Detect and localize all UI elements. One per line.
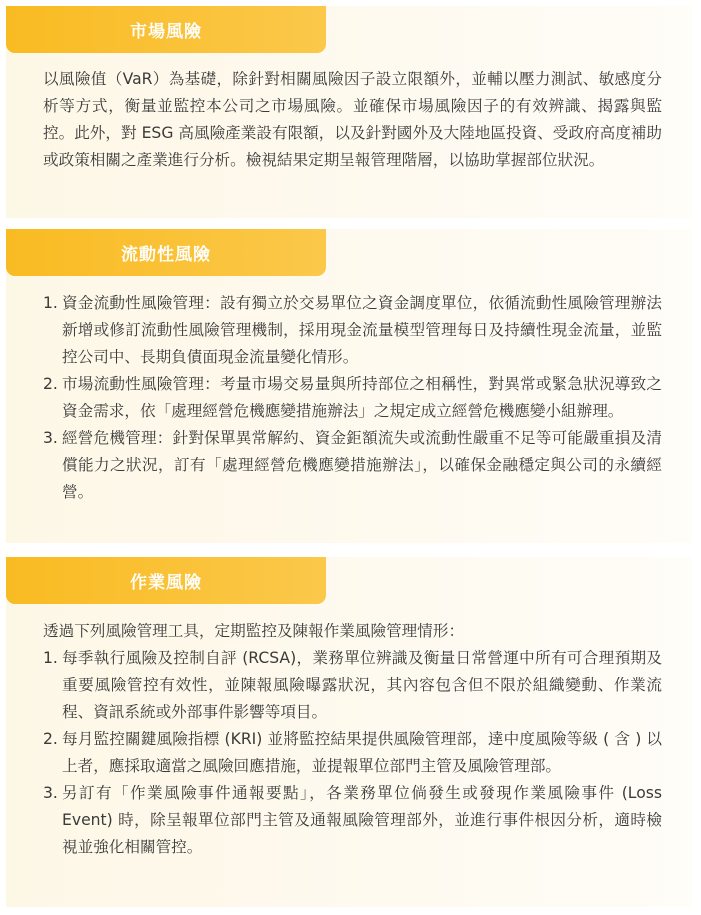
liquidity-risk-list — [43, 290, 662, 506]
list-item-number: 3. — [43, 784, 58, 802]
list-item — [43, 780, 662, 861]
list-item-number: 1. — [43, 649, 58, 667]
liquidity-risk-title: 流動性風險 — [6, 229, 326, 276]
liquidity-risk-section — [6, 229, 692, 543]
operational-risk-title: 作業風險 — [6, 557, 326, 604]
list-item-text: 每季執行風險及控制自評 (RCSA)，業務單位辨識及衡量日常營運中所有可合理預期及重要風險管控有效性，並陳報風險曝露狀況，其內容包含但不限於組織變動、作業流程、資訊系統或外部事件影響等項目。 — [62, 649, 662, 721]
list-item-text: 經營危機管理：針對保單異常解約、資金鉅額流失或流動性嚴重不足等可能嚴重損及清償能力之狀況，訂有「處理經營危機應變措施辦法」，以確保金融穩定與公司的永續經營。 — [62, 429, 662, 501]
operational-risk-section — [6, 557, 692, 907]
operational-risk-body — [43, 618, 662, 861]
list-item — [43, 425, 662, 506]
list-item — [43, 290, 662, 371]
list-item-number: 2. — [43, 730, 58, 748]
market-risk-title: 市場風險 — [6, 6, 326, 53]
list-item — [43, 371, 662, 425]
list-item-text: 每月監控關鍵風險指標 (KRI) 並將監控結果提供風險管理部，達中度風險等級 ( 含 ) 以上者，應採取適當之風險回應措施，並提報單位部門主管及風險管理部。 — [62, 730, 662, 775]
market-risk-body — [43, 66, 662, 174]
liquidity-risk-body — [43, 290, 662, 506]
operational-risk-intro: 透過下列風險管理工具，定期監控及陳報作業風險管理情形： — [43, 622, 465, 640]
list-item-text: 市場流動性風險管理：考量市場交易量與所持部位之相稱性，對異常或緊急狀況導致之資金需求，依「處理經營危機應變措施辦法」之規定成立經營危機應變小組辦理。 — [62, 375, 662, 420]
market-risk-paragraph: 以風險值（VaR）為基礎，除針對相關風險因子設立限額外，並輔以壓力測試、敏感度分析等方式，衡量並監控本公司之市場風險。並確保市場風險因子的有效辨識、揭露與監控。此外，對 ESG 高風險產業設有限額，以及針對國外及大陸地區投資、受政府高度補助或政策相關之產業進行分析。檢視結果定期呈報管理階層，以協助掌握部位狀況。 — [43, 70, 662, 169]
list-item-number: 3. — [43, 429, 58, 447]
market-risk-section — [6, 6, 692, 218]
list-item-number: 2. — [43, 375, 58, 393]
list-item-text: 資金流動性風險管理：設有獨立於交易單位之資金調度單位，依循流動性風險管理辦法新增或修訂流動性風險管理機制，採用現金流量模型管理每日及持續性現金流量，並監控公司中、長期負債面現金流量變化情形。 — [62, 294, 662, 366]
list-item — [43, 645, 662, 726]
operational-risk-list — [43, 645, 662, 861]
list-item-number: 1. — [43, 294, 58, 312]
list-item-text: 另訂有「作業風險事件通報要點」，各業務單位倘發生或發現作業風險事件 (Loss Event) 時，除呈報單位部門主管及通報風險管理部外，並進行事件根因分析，適時檢視並強化相關管控。 — [62, 784, 662, 856]
list-item — [43, 726, 662, 780]
